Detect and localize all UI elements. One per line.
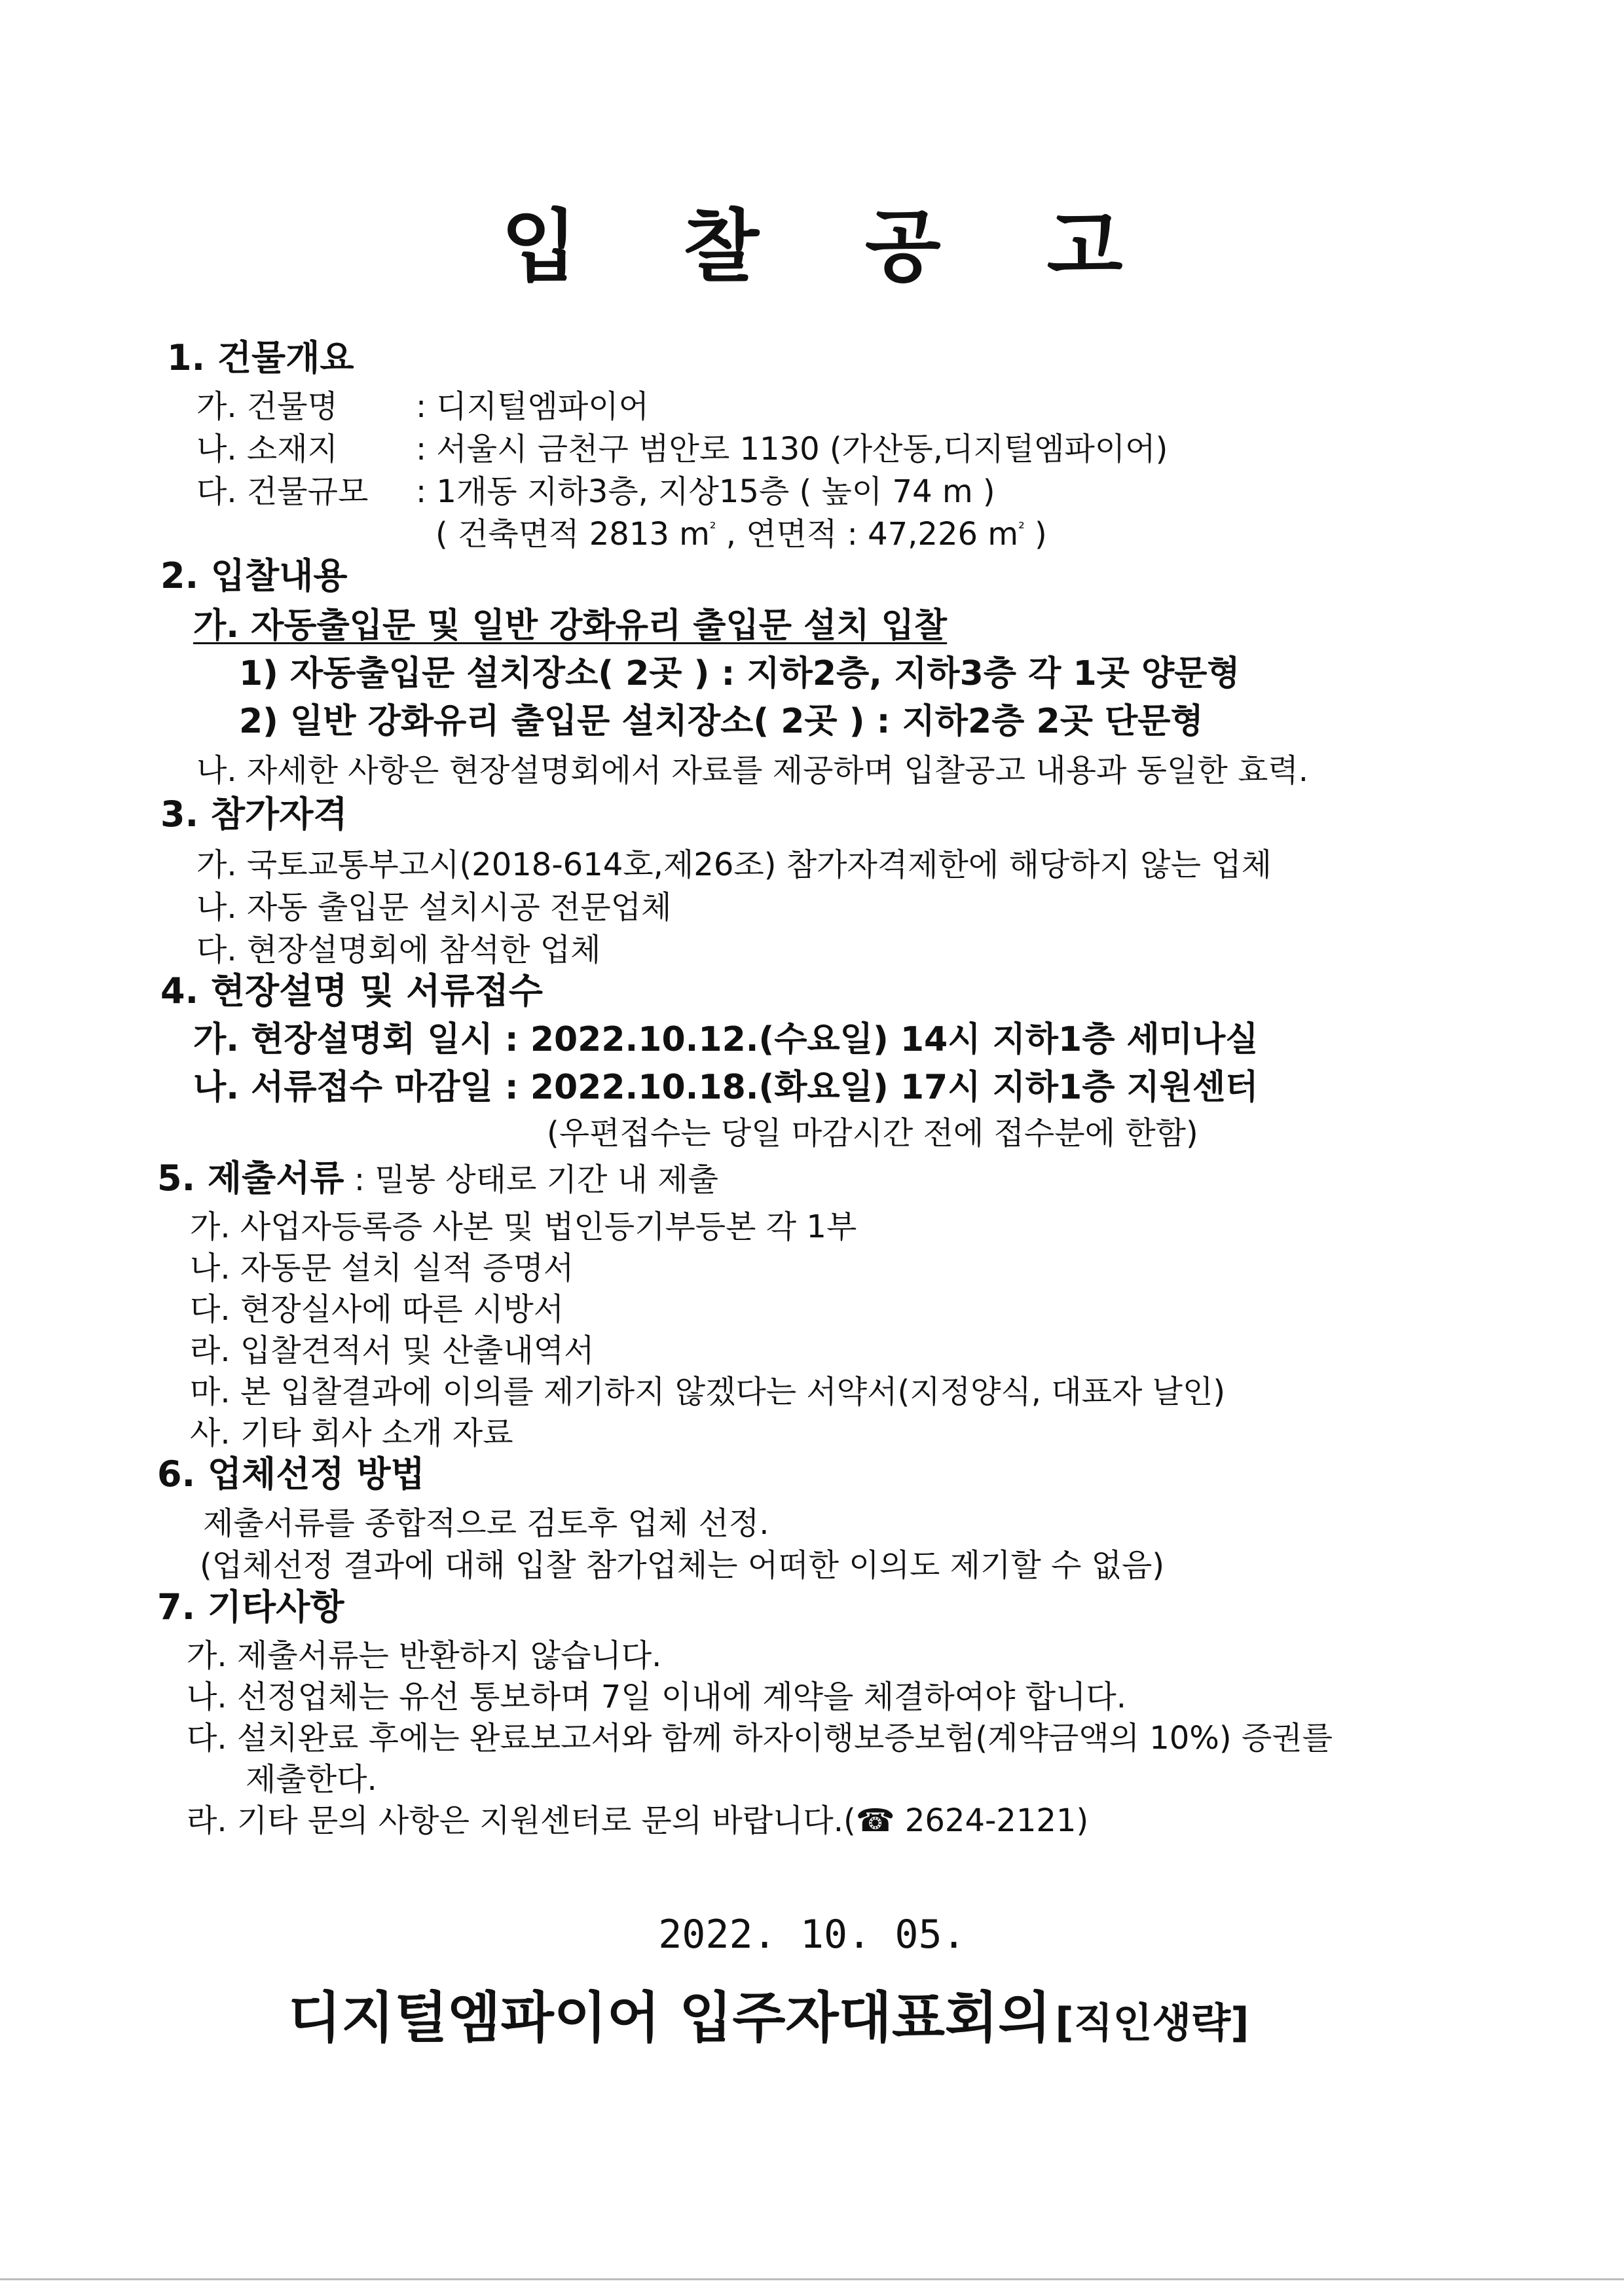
s5-item-ma: 마. 본 입찰결과에 이의를 제기하지 않겠다는 서약서(지정양식, 대표자 날인) — [190, 1374, 1226, 1410]
s6-line-1: 제출서류를 종합적으로 검토후 업체 선정. — [203, 1505, 769, 1542]
seal-note: [직인생략] — [1055, 1999, 1249, 2047]
issuer-name: 디지털엠파이어 입주자대표회의 — [288, 1986, 1052, 2050]
section-5-heading-line — [157, 1157, 718, 1199]
s2-item-ga-2: 2) 일반 강화유리 출입문 설치장소( 2곳 ) : 지하2층 2곳 단문형 — [239, 702, 1204, 741]
s3-item-da: 다. 현장설명회에 참석한 업체 — [196, 932, 601, 968]
s7-item-da: 다. 설치완료 후에는 완료보고서와 함께 하자이행보증보험(계약금액의 10%) 증권를 — [187, 1720, 1333, 1757]
s4-item-na: 나. 서류접수 마감일 : 2022.10.18.(화요일) 17시 지하1층 지원센터 — [193, 1068, 1259, 1107]
section-2-heading: 2. 입찰내용 — [160, 555, 348, 596]
s4-item-ga: 가. 현장설명회 일시 : 2022.10.12.(수요일) 14시 지하1층 세미나실 — [193, 1020, 1259, 1059]
s1-item-da-value: : 1개동 지하3층, 지상15층 ( 높이 74 m ) — [416, 473, 995, 510]
issue-date: 2022. 10. 05. — [658, 1912, 966, 1958]
page-title: 입 찰 공 고 — [501, 202, 1162, 293]
s7-item-ga: 가. 제출서류는 반환하지 않습니다. — [187, 1637, 662, 1674]
section-5-heading: 5. 제출서류 — [157, 1157, 344, 1199]
issuer-line — [288, 1986, 1249, 2050]
s2-item-ga: 가. 자동출입문 및 일반 강화유리 출입문 설치 입찰 — [193, 606, 948, 646]
bottom-divider — [0, 2278, 1624, 2280]
s5-item-na: 나. 자동문 설치 실적 증명서 — [190, 1250, 574, 1286]
s7-item-ra: 라. 기타 문의 사항은 지원센터로 문의 바랍니다.(☎ 2624-2121) — [187, 1802, 1089, 1839]
s5-item-sa: 사. 기타 회사 소개 자료 — [190, 1415, 513, 1451]
s7-item-na: 나. 선정업체는 유선 통보하며 7일 이내에 계약을 체결하여야 합니다. — [187, 1679, 1127, 1715]
section-4-heading: 4. 현장설명 및 서류접수 — [160, 970, 543, 1011]
section-3-heading: 3. 참가자격 — [160, 793, 348, 835]
s1-area-close: ) — [1034, 516, 1047, 553]
section-1-heading: 1. 건물개요 — [167, 337, 354, 378]
s3-item-ga: 가. 국토교통부고시(2018-614호,제26조) 참가자격제한에 해당하지 않는 업체 — [196, 847, 1272, 883]
s5-item-ga: 가. 사업자등록증 사본 및 법인등기부등본 각 1부 — [190, 1209, 857, 1245]
section-5-heading-note: : 밀봉 상태로 기간 내 제출 — [354, 1161, 718, 1198]
s2-item-na: 나. 자세한 사항은 현장설명회에서 자료를 제공하며 입찰공고 내용과 동일한 효력. — [196, 752, 1308, 789]
s1-item-ga-value: : 디지털엠파이어 — [416, 388, 650, 425]
s5-item-da: 다. 현장실사에 따른 시방서 — [190, 1291, 564, 1328]
s1-area-building: ( 건축면적 2813 m — [435, 516, 710, 553]
s2-item-ga-1: 1) 자동출입문 설치장소( 2곳 ) : 지하2층, 지하3층 각 1곳 양문형 — [239, 654, 1240, 693]
s1-item-da-label: 다. 건물규모 — [196, 473, 369, 510]
s5-item-ra: 라. 입찰견적서 및 산출내역서 — [190, 1332, 595, 1369]
s1-item-na-value: : 서울시 금천구 범안로 1130 (가산동,디지털엠파이어) — [416, 431, 1168, 467]
sq-symbol: ² — [709, 519, 716, 538]
s1-area-total: , 연면적 : 47,226 m — [726, 516, 1019, 553]
s7-item-da-cont: 제출한다. — [246, 1761, 377, 1798]
section-7-heading: 7. 기타사항 — [157, 1586, 344, 1628]
s1-item-ga-label: 가. 건물명 — [196, 388, 338, 425]
sq-symbol: ² — [1018, 519, 1025, 538]
s1-item-na-label: 나. 소재지 — [196, 431, 338, 467]
section-6-heading: 6. 업체선정 방법 — [157, 1453, 425, 1495]
s1-area-line — [435, 516, 1047, 553]
s6-line-2: (업체선정 결과에 대해 입찰 참가업체는 어떠한 이의도 제기할 수 없음) — [200, 1547, 1165, 1584]
s4-note: (우편접수는 당일 마감시간 전에 접수분에 한함) — [547, 1115, 1198, 1152]
s3-item-na: 나. 자동 출입문 설치시공 전문업체 — [196, 889, 672, 926]
